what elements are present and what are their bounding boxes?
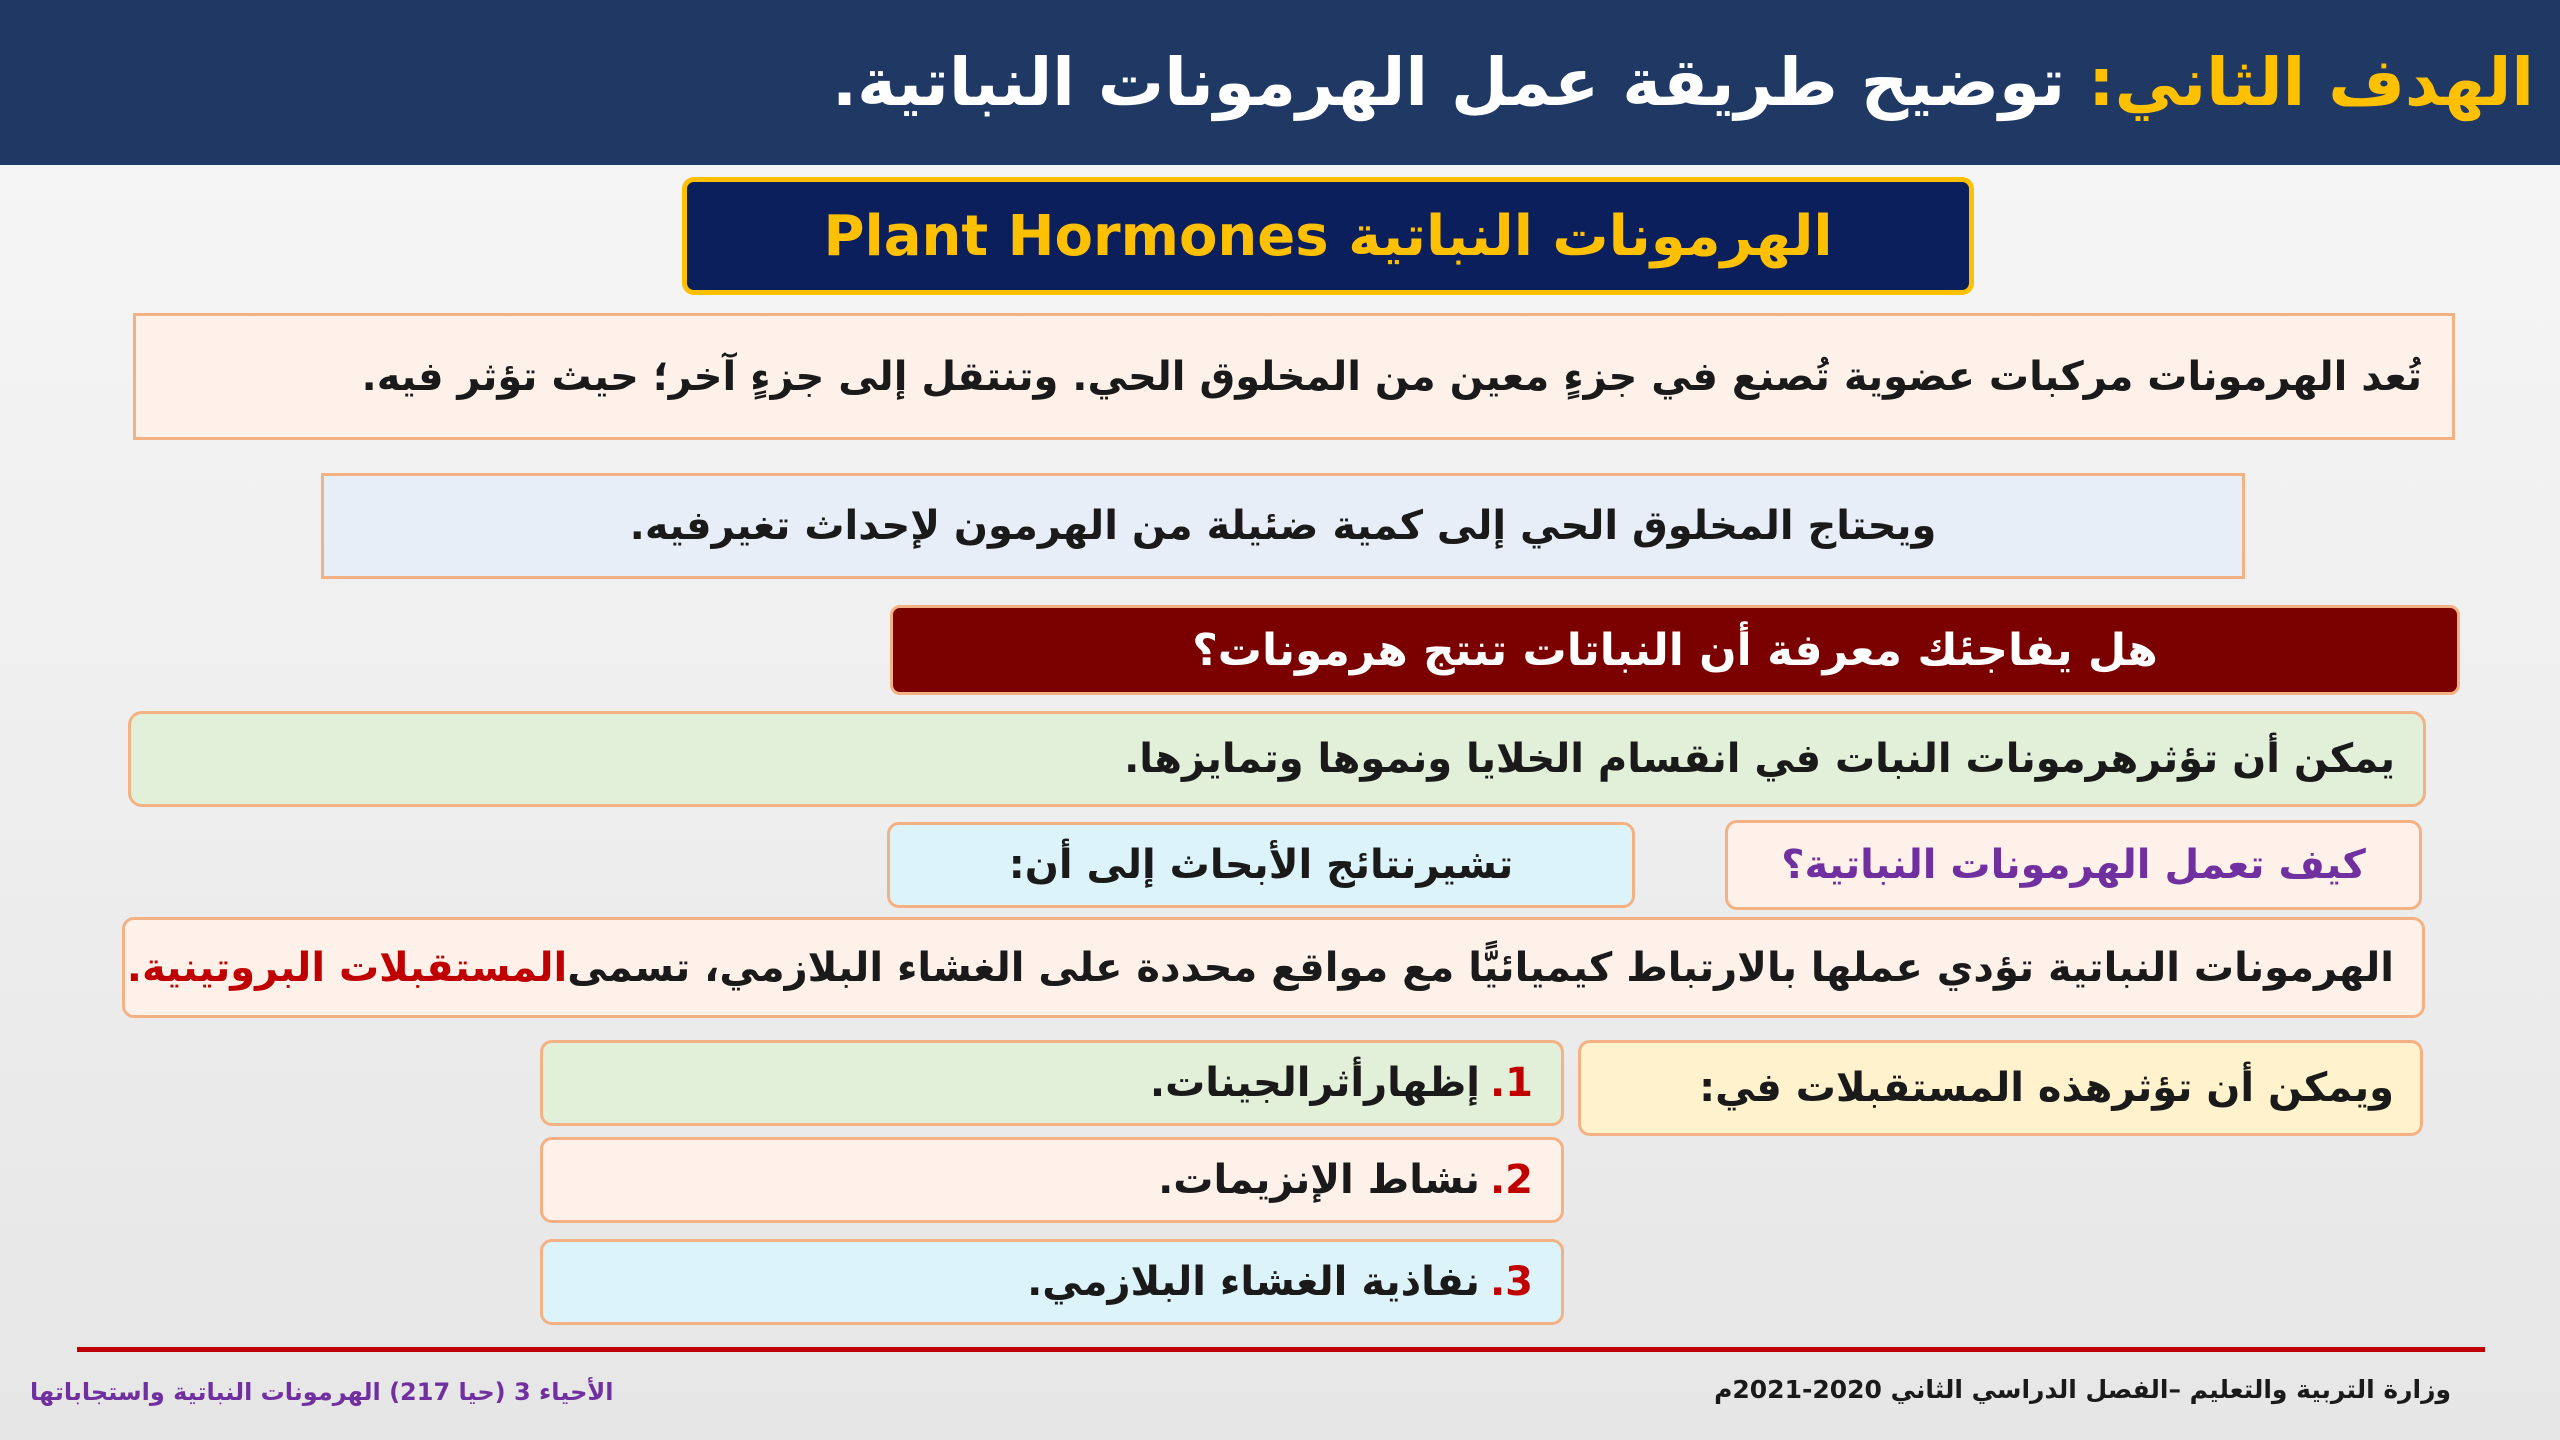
how-question-box [1725, 820, 2422, 910]
research-box [887, 822, 1635, 908]
item-text: نفاذية الغشاء البلازمي. [1027, 1259, 1480, 1305]
affect-intro-text: ويمكن أن تؤثرهذه المستقبلات في: [1699, 1065, 2394, 1111]
question-banner [890, 605, 2460, 695]
plant-effect-box [128, 711, 2426, 807]
list-item [540, 1040, 1564, 1126]
work-box [122, 917, 2425, 1018]
slide-header [0, 0, 2560, 165]
work-highlight: المستقبلات البروتينية. [126, 944, 568, 991]
footer-divider [77, 1347, 2485, 1352]
list-item [540, 1137, 1564, 1223]
footer-course: الأحياء 3 (حيا 217) الهرمونات النباتية واستجاباتها [30, 1378, 614, 1406]
plant-hormones-title [682, 177, 1974, 295]
item-number: 3. [1489, 1259, 1533, 1305]
research-text: تشيرنتائج الأبحاث إلى أن: [1008, 842, 1514, 888]
item-number: 2. [1489, 1157, 1533, 1203]
work-text: الهرمونات النباتية تؤدي عملها بالارتباط كيميائيًّا مع مواقع محددة على الغشاء البلازمي، تسمى [567, 944, 2394, 991]
list-item [540, 1239, 1564, 1325]
plant-effect-text: يمكن أن تؤثرهرمونات النبات في انقسام الخلايا ونموها وتمايزها. [1124, 736, 2395, 782]
footer-ministry: وزارة التربية والتعليم –الفصل الدراسي الثاني 2020-2021م [1714, 1375, 2451, 1404]
definition-box [133, 313, 2455, 440]
item-number: 1. [1489, 1060, 1533, 1106]
item-text: إظهارأثرالجينات. [1149, 1060, 1480, 1106]
affect-intro-box [1578, 1040, 2423, 1136]
question-text: هل يفاجئك معرفة أن النباتات تنتج هرمونات؟ [1192, 624, 2158, 676]
need-box [321, 473, 2245, 579]
goal-text: توضيح طريقة عمل الهرمونات النباتية. [832, 44, 2066, 121]
definition-text: تُعد الهرمونات مركبات عضوية تُصنع في جزءٍ معين من المخلوق الحي. وتنتقل إلى جزءٍ آخر؛ حيث تؤثر فيه. [361, 353, 2422, 400]
need-text: ويحتاج المخلوق الحي إلى كمية ضئيلة من الهرمون لإحداث تغيرفيه. [629, 503, 1937, 549]
item-text: نشاط الإنزيمات. [1158, 1157, 1480, 1203]
title-text: الهرمونات النباتية Plant Hormones [823, 203, 1833, 269]
how-question-text: كيف تعمل الهرمونات النباتية؟ [1781, 842, 2366, 888]
goal-label: الهدف الثاني: [2088, 44, 2534, 121]
